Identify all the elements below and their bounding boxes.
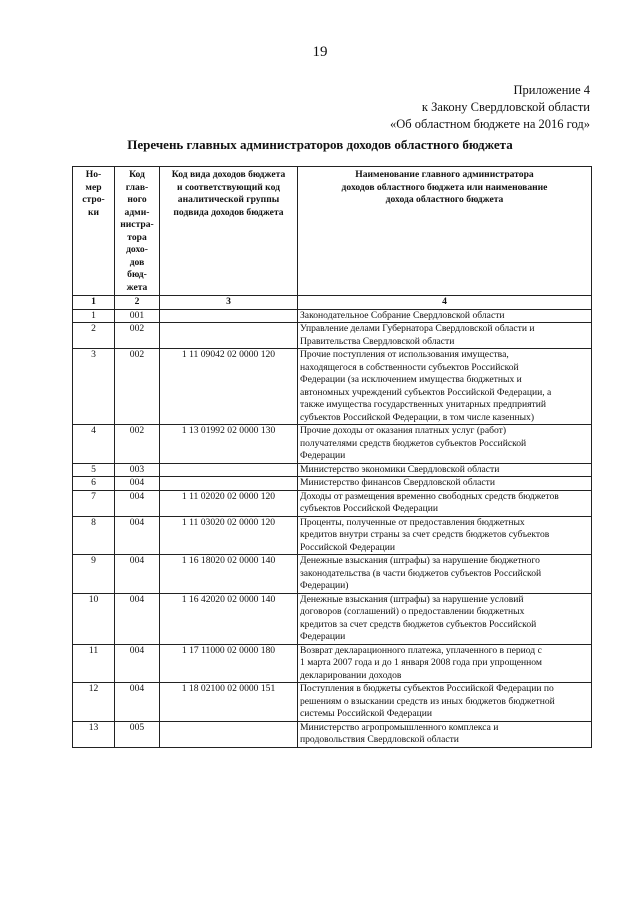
administrators-table bbox=[72, 166, 592, 748]
admin-code-cell: 002 bbox=[115, 323, 160, 349]
row-number-cell: 2 bbox=[73, 323, 115, 349]
column-number-row bbox=[73, 296, 592, 310]
header-income-code: Код вида доходов бюджета и соответствующий код аналитической группы подвида доходов бюджета bbox=[160, 167, 298, 296]
table-row bbox=[73, 349, 592, 425]
appendix-line-1: Приложение 4 bbox=[513, 83, 590, 97]
table-row bbox=[73, 477, 592, 491]
admin-code-cell: 004 bbox=[115, 516, 160, 555]
table-row bbox=[73, 593, 592, 644]
name-cell: Поступления в бюджеты субъектов Российской Федерации по решениям о взыскании средств из иных бюджетов бюджетной системы Российской Федерации bbox=[298, 683, 592, 722]
income-code-cell: 1 16 18020 02 0000 140 bbox=[160, 555, 298, 594]
admin-code-cell: 002 bbox=[115, 349, 160, 425]
header-admin-code: Код глав- ного адми- нистра- тора дохо- дов бюд- жета bbox=[115, 167, 160, 296]
appendix-block bbox=[390, 82, 590, 133]
income-code-cell: 1 13 01992 02 0000 130 bbox=[160, 425, 298, 464]
name-cell: Денежные взыскания (штрафы) за нарушение бюджетного законодательства (в части бюджетов субъектов Российской Федерации) bbox=[298, 555, 592, 594]
income-code-cell bbox=[160, 309, 298, 323]
row-number-cell: 10 bbox=[73, 593, 115, 644]
name-cell: Министерство финансов Свердловской области bbox=[298, 477, 592, 491]
row-number-cell: 7 bbox=[73, 490, 115, 516]
row-number-cell: 6 bbox=[73, 477, 115, 491]
table-row bbox=[73, 555, 592, 594]
admin-code-cell: 004 bbox=[115, 555, 160, 594]
income-code-cell: 1 16 42020 02 0000 140 bbox=[160, 593, 298, 644]
name-cell: Законодательное Собрание Свердловской области bbox=[298, 309, 592, 323]
name-cell: Прочие поступления от использования имущества, находящегося в собственности субъектов Российской Федерации (за исключением имущества бюджетных и автономных учреждений субъектов Российской Федерации, а также имущества государственных унитарных предприятий субъектов Российской Федерации, в том числе казенных) bbox=[298, 349, 592, 425]
row-number-cell: 3 bbox=[73, 349, 115, 425]
table-row bbox=[73, 644, 592, 683]
admin-code-cell: 001 bbox=[115, 309, 160, 323]
income-code-cell: 1 11 02020 02 0000 120 bbox=[160, 490, 298, 516]
header-row-number: Но- мер стро- ки bbox=[73, 167, 115, 296]
table-row bbox=[73, 463, 592, 477]
name-cell: Управление делами Губернатора Свердловской области и Правительства Свердловской области bbox=[298, 323, 592, 349]
table-row bbox=[73, 309, 592, 323]
income-code-cell: 1 17 11000 02 0000 180 bbox=[160, 644, 298, 683]
admin-code-cell: 005 bbox=[115, 721, 160, 747]
name-cell: Доходы от размещения временно свободных средств бюджетов субъектов Российской Федерации bbox=[298, 490, 592, 516]
row-number-cell: 4 bbox=[73, 425, 115, 464]
row-number-cell: 11 bbox=[73, 644, 115, 683]
row-number-cell: 13 bbox=[73, 721, 115, 747]
row-number-cell: 12 bbox=[73, 683, 115, 722]
page-number: 19 bbox=[312, 44, 328, 60]
name-cell: Прочие доходы от оказания платных услуг (работ) получателями средств бюджетов субъектов Российской Федерации bbox=[298, 425, 592, 464]
table-row bbox=[73, 721, 592, 747]
admin-code-cell: 003 bbox=[115, 463, 160, 477]
table-row bbox=[73, 516, 592, 555]
income-code-cell bbox=[160, 477, 298, 491]
name-cell: Министерство агропромышленного комплекса и продовольствия Свердловской области bbox=[298, 721, 592, 747]
admin-code-cell: 004 bbox=[115, 644, 160, 683]
row-number-cell: 5 bbox=[73, 463, 115, 477]
income-code-cell bbox=[160, 721, 298, 747]
admin-code-cell: 002 bbox=[115, 425, 160, 464]
name-cell: Возврат декларационного платежа, уплаченного в период с 1 марта 2007 года и до 1 января 2008 года при упрощенном декларировании доходов bbox=[298, 644, 592, 683]
column-number: 2 bbox=[115, 296, 160, 310]
column-number: 3 bbox=[160, 296, 298, 310]
column-number: 4 bbox=[298, 296, 592, 310]
income-code-cell: 1 11 03020 02 0000 120 bbox=[160, 516, 298, 555]
admin-code-cell: 004 bbox=[115, 490, 160, 516]
table-row bbox=[73, 323, 592, 349]
document-title: Перечень главных администраторов доходов областного бюджета bbox=[127, 137, 513, 152]
column-number: 1 bbox=[73, 296, 115, 310]
row-number-cell: 8 bbox=[73, 516, 115, 555]
income-code-cell: 1 18 02100 02 0000 151 bbox=[160, 683, 298, 722]
table-row bbox=[73, 490, 592, 516]
name-cell: Денежные взыскания (штрафы) за нарушение условий договоров (соглашений) о предоставлении бюджетных кредитов за счет средств бюджетов субъектов Российской Федерации bbox=[298, 593, 592, 644]
table-header-row bbox=[73, 167, 592, 296]
income-code-cell bbox=[160, 323, 298, 349]
admin-code-cell: 004 bbox=[115, 477, 160, 491]
appendix-line-2: к Закону Свердловской области bbox=[421, 100, 590, 114]
income-code-cell bbox=[160, 463, 298, 477]
admin-code-cell: 004 bbox=[115, 593, 160, 644]
row-number-cell: 9 bbox=[73, 555, 115, 594]
table-row bbox=[73, 425, 592, 464]
name-cell: Проценты, полученные от предоставления бюджетных кредитов внутри страны за счет средств бюджетов субъектов Российской Федерации bbox=[298, 516, 592, 555]
appendix-line-3: «Об областном бюджете на 2016 год» bbox=[390, 117, 590, 131]
admin-code-cell: 004 bbox=[115, 683, 160, 722]
income-code-cell: 1 11 09042 02 0000 120 bbox=[160, 349, 298, 425]
table-body bbox=[73, 309, 592, 747]
table-row bbox=[73, 683, 592, 722]
name-cell: Министерство экономики Свердловской области bbox=[298, 463, 592, 477]
header-name: Наименование главного администратора доходов областного бюджета или наименование дохода областного бюджета bbox=[298, 167, 592, 296]
row-number-cell: 1 bbox=[73, 309, 115, 323]
